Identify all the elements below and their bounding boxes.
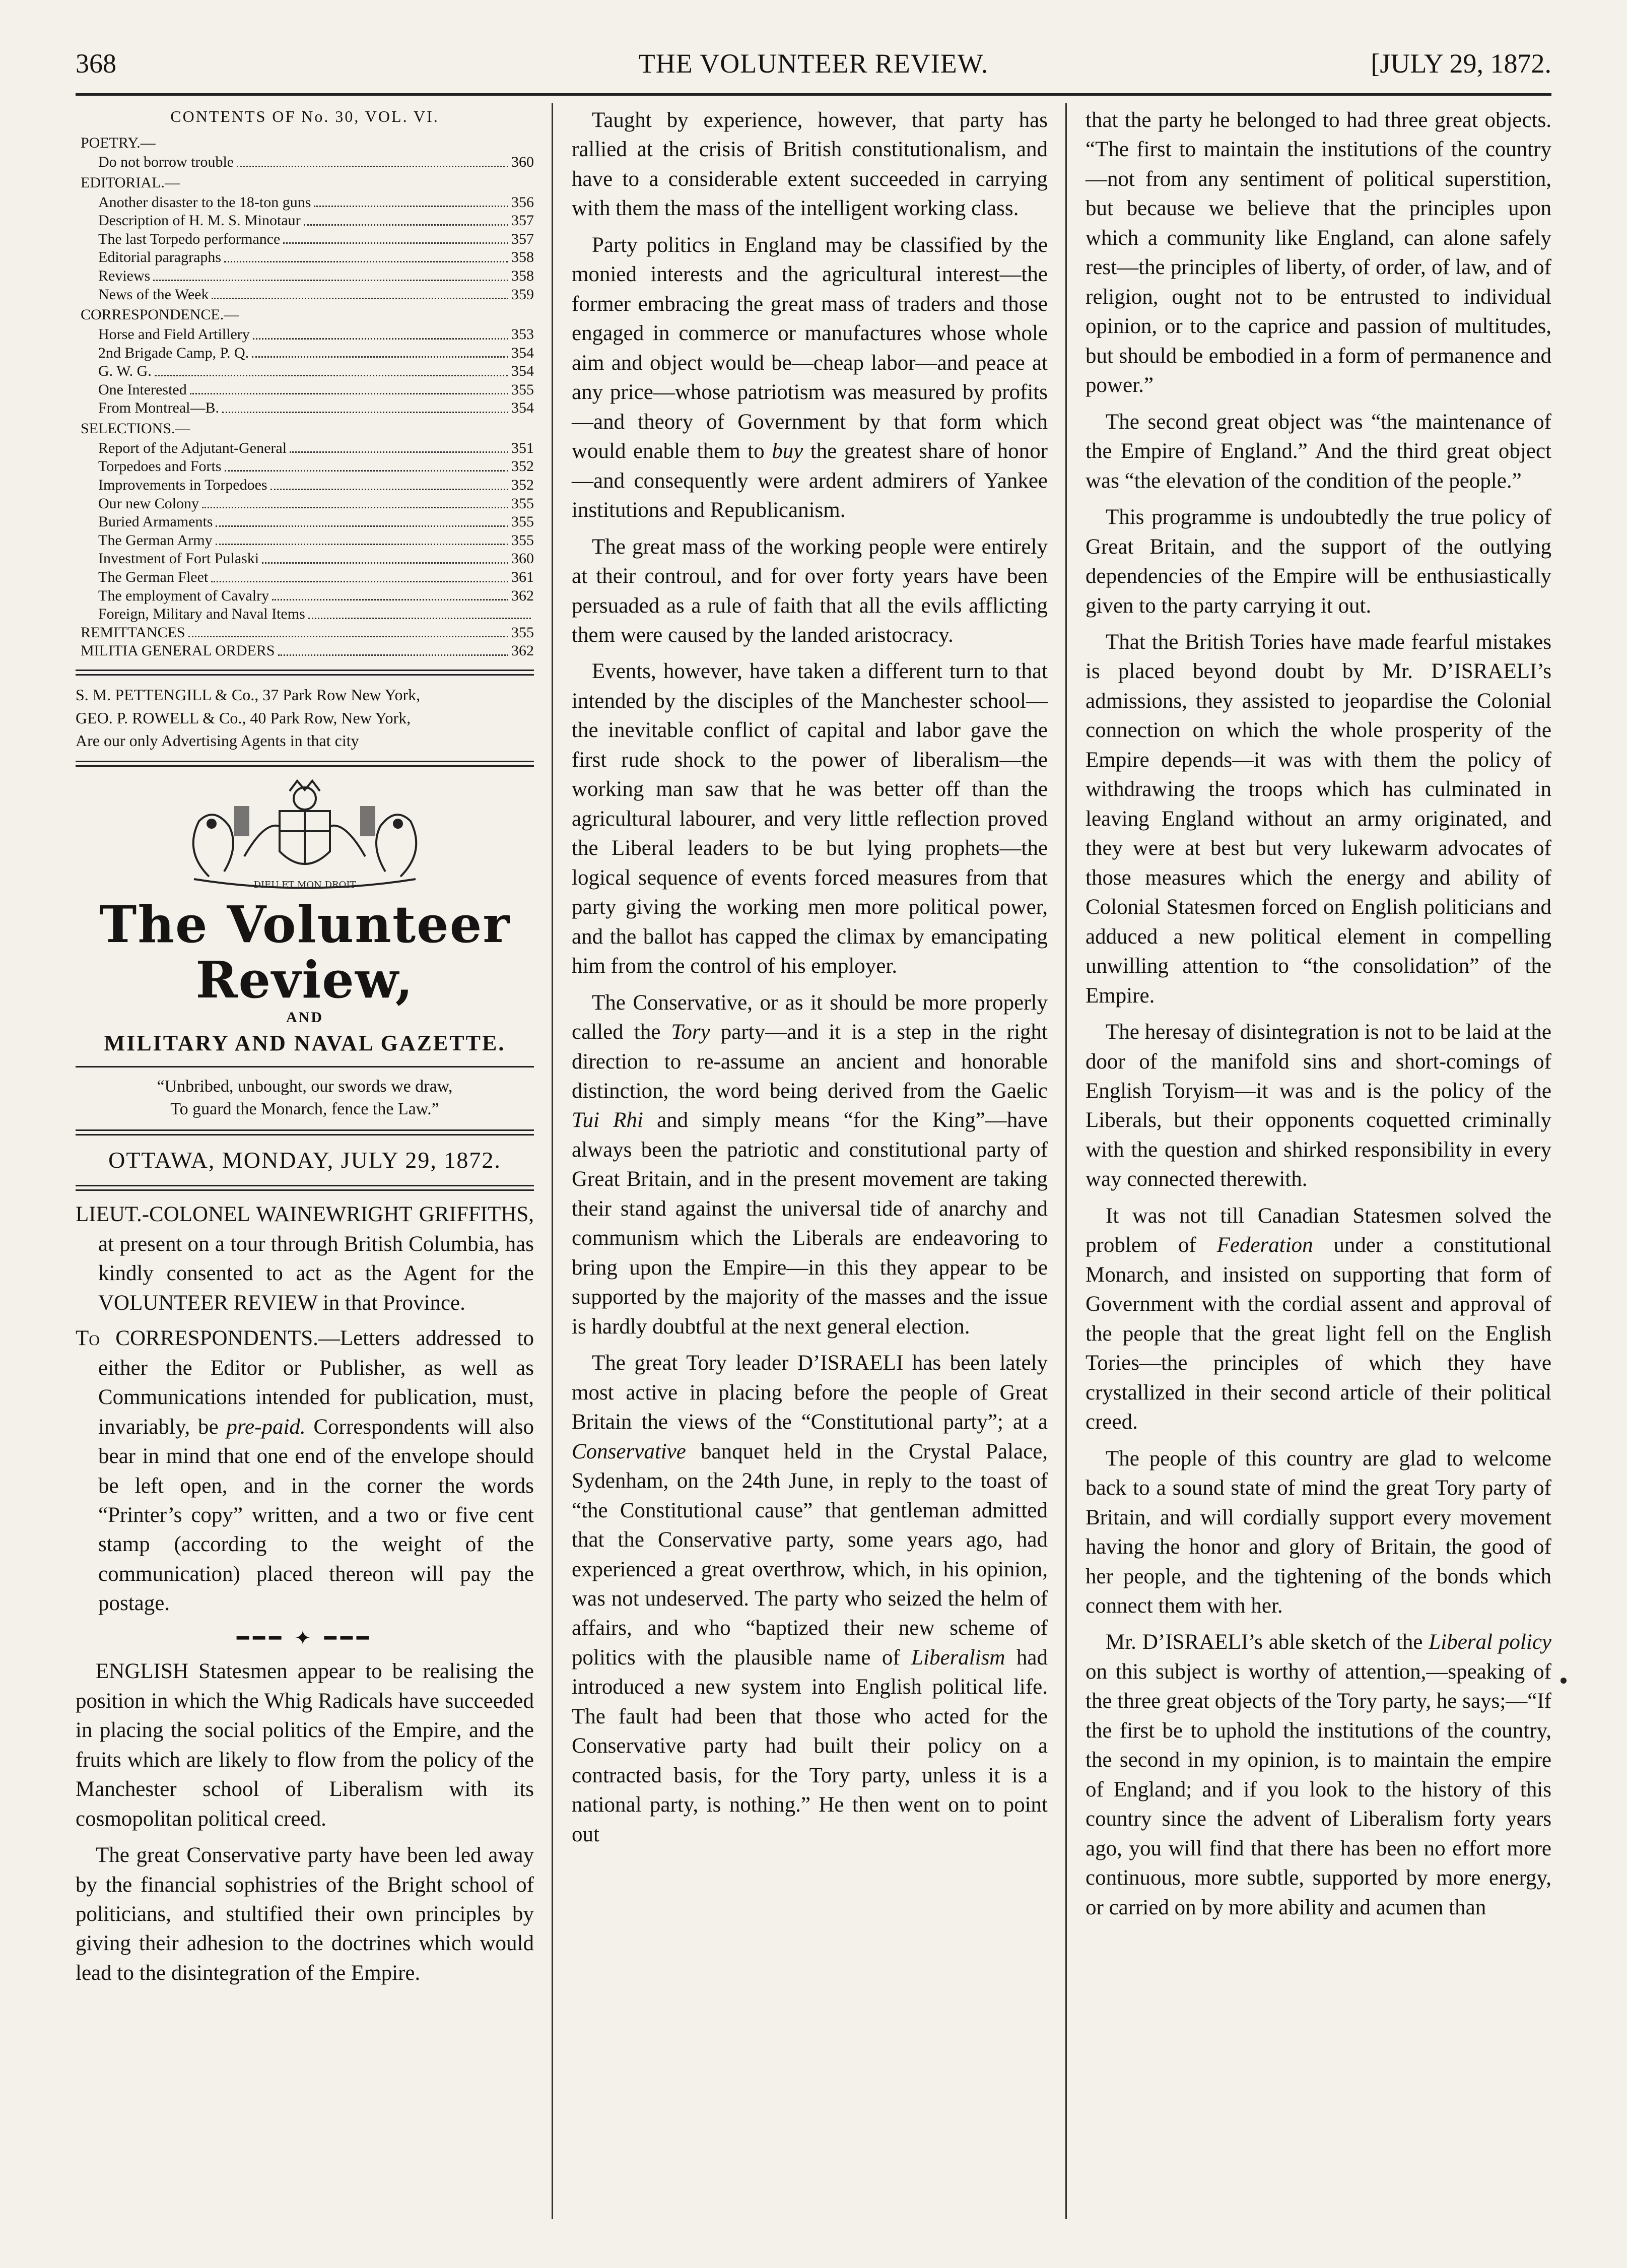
- leader-dots: [252, 344, 508, 358]
- paragraph-text: party—and it is a step in the right direction to re-assume an ancient and honorable distinction, the word being derived from the Gaelic: [572, 1020, 1048, 1103]
- contents-row: [76, 344, 534, 363]
- contents-row: [76, 286, 534, 304]
- contents-row: [76, 550, 534, 568]
- contents-row: [76, 439, 534, 458]
- paragraph-text: It was not till Canadian Statesmen solved the problem of: [1086, 1204, 1551, 1257]
- paragraph-text: ’s admissions, they assisted to jeopardise the Colonial connection on which the whole prosperity of the Empire depends—it was with them the policy of withdrawing the troops which has culminated in leaving England without an army originated, and they were at best but very lukewarm advocates of those measures which the energy and ability of Colonial Statesmen forced on English politicians and adduced a new political element in compelling unwilling attention to “the consolidation” of the Empire.: [1086, 659, 1551, 1008]
- contents-section: CORRESPONDENCE.—: [81, 306, 239, 323]
- article-paragraph: [1086, 628, 1551, 1011]
- article-paragraph: The great mass of the working people were entirely at their controul, and for over forty years have been persuaded as a rule of faith that all the evils afflicting them were caused by the landed aristocracy.: [572, 535, 1048, 647]
- contents-section: SELECTIONS.—: [81, 420, 190, 437]
- contents-item-title: Description of H. M. S. Minotaur: [98, 212, 301, 229]
- article-paragraph: [572, 231, 1048, 525]
- paragraph-text: banquet held in the Crystal Palace, Sydenham, on the 24th June, in reply to the toast of “the Constitutional cause” that gentleman admitted that the Conservative party, some years ago, had experienced a great overthrow, which, in his opinion, was not undeserved. The party who seized the helm of affairs, and who “baptized their new scheme of politics with the plausible name of: [572, 1439, 1048, 1670]
- contents-row: [76, 362, 534, 381]
- column-rule: [1065, 103, 1067, 2219]
- leader-dots: [225, 457, 508, 472]
- ornament-divider: ━━━ ✦ ━━━: [236, 1626, 373, 1649]
- contents-item-title: Foreign, Military and Naval Items: [98, 606, 305, 623]
- contents-item-title: The last Torpedo performance: [98, 230, 281, 247]
- contents-item-title: Investment of Fort Pulaski: [98, 550, 259, 567]
- dateline: OTTAWA, MONDAY, JULY 29, 1872.: [108, 1147, 501, 1173]
- contents-row: [76, 399, 534, 418]
- contents-item-page: 362: [511, 642, 534, 659]
- page-date: [JULY 29, 1872.: [1371, 48, 1551, 79]
- contents-row: [76, 513, 534, 531]
- article-lead: ENGLISH: [96, 1659, 188, 1684]
- notice-body: —Letters addressed to either the Editor or Publisher, as well as Communications intended for publication, must, invariably, be: [98, 1326, 534, 1439]
- contents-list: [76, 133, 534, 660]
- contents-section: POETRY.—: [81, 134, 156, 151]
- contents-item-title: MILITIA GENERAL ORDERS: [81, 642, 275, 659]
- column-3: [1086, 106, 1551, 1929]
- column-2: [572, 106, 1048, 1856]
- contents-row: [76, 457, 534, 476]
- contents-row: [76, 267, 534, 286]
- contents-row: [76, 642, 534, 660]
- paragraph-text: on this subject is worthy of attention,—speaking of the three great objects of the Tory party, he says;—“If the first be to uphold the institutions of the country, the second in my opinion, is to maintain the empire of England; and if you look to the history of this country since the advent of Liberalism forty years ago, you will find that there has been no effort more continuous, more subtle, supported by more energy, or carried on by more ability and acumen than: [1086, 1659, 1551, 1919]
- contents-item-title: Our new Colony: [98, 495, 199, 512]
- leader-dots: [216, 513, 508, 527]
- motto-line: “Unbribed, unbought, our swords we draw,: [157, 1077, 453, 1096]
- agent-line: Are our only Advertising Agents in that city: [76, 731, 359, 750]
- article-paragraph: [1086, 1628, 1551, 1922]
- contents-item-title: The employment of Cavalry: [98, 587, 269, 604]
- page-title: THE VOLUNTEER REVIEW.: [638, 48, 989, 79]
- leader-dots: [155, 362, 508, 376]
- leader-dots: [153, 267, 508, 281]
- leader-dots: [308, 605, 531, 619]
- leader-dots: [212, 286, 508, 300]
- contents-item-page: 354: [511, 399, 534, 417]
- contents-item-page: 355: [511, 495, 534, 512]
- masthead-and: AND: [286, 1009, 323, 1026]
- leader-dots: [278, 642, 508, 656]
- leader-dots: [272, 587, 508, 601]
- leader-dots: [190, 381, 508, 395]
- contents-item-title: The German Army: [98, 531, 213, 549]
- article-paragraph: [572, 988, 1048, 1342]
- paragraph-emphasis: buy: [772, 439, 803, 463]
- contents-item-page: 352: [511, 477, 534, 494]
- contents-item-title: One Interested: [98, 381, 187, 398]
- leader-dots: [222, 399, 508, 413]
- royal-arms-crest-icon: [164, 776, 446, 892]
- contents-item-title: Reviews: [98, 268, 151, 285]
- notice-lead: To CORRESPONDENTS.: [76, 1326, 318, 1351]
- agent-notice: [76, 1200, 534, 1318]
- paragraph-emphasis: Liberal policy: [1429, 1630, 1551, 1654]
- contents-row: [76, 230, 534, 249]
- leader-dots: [283, 230, 508, 244]
- paragraph-text: Statesmen appear to be realising the position in which the Whig Radicals have succeeded in placing the social politics of the Empire, and the fruits which are likely to flow from the policy of the Manchester school of Liberalism with its cosmopolitan political creed.: [76, 1659, 534, 1831]
- paragraph-text: under a constitutional Monarch, and insisted on supporting that form of Government with the cordial assent and approval of the people that the great light fell on the English Tories—the principles of which they have crystallized in their second article of their political creed.: [1086, 1233, 1551, 1434]
- contents-row: [76, 248, 534, 267]
- column-1: [76, 106, 534, 1995]
- contents-item-page: 358: [511, 268, 534, 285]
- article-paragraph: Events, however, have taken a different turn to that intended by the disciples of the Manchester school—the inevitable conflict of capital and labor gave the first rude shock to the power of liberalism—the working man saw that he was better off than the agricultural labourer, and very little reflection proved the Liberal leaders to be but lying prophets—the logical sequence of events forced measures from that party giving the working men more political power, and the ballot has capped the climax by emancipating him from the control of his employer.: [572, 659, 1048, 978]
- contents-item-page: 357: [511, 230, 534, 247]
- contents-item-title: 2nd Brigade Camp, P. Q.: [98, 344, 249, 361]
- contents-item-page: 359: [511, 286, 534, 303]
- paragraph-emphasis: Liberalism: [911, 1645, 1005, 1670]
- leader-dots: [237, 153, 508, 167]
- contents-item-title: The German Fleet: [98, 568, 209, 585]
- contents-item-title: Do not borrow trouble: [98, 154, 234, 171]
- contents-row: [76, 531, 534, 550]
- leader-dots: [290, 439, 508, 453]
- contents-item-page: 355: [511, 531, 534, 549]
- article-paragraph: The second great object was “the maintenance of the Empire of England.” And the third great object was “the elevation of the condition of the people.”: [1086, 410, 1551, 493]
- leader-dots: [270, 476, 508, 490]
- agent-line: GEO. P. ROWELL & Co., 40 Park Row, New York,: [76, 708, 411, 727]
- contents-item-title: REMITTANCES: [81, 624, 185, 641]
- contents-item-page: 356: [511, 193, 534, 211]
- divider: [76, 1129, 534, 1136]
- contents-item-page: 354: [511, 344, 534, 361]
- article-paragraph: [572, 1349, 1048, 1849]
- running-head: [76, 43, 1551, 88]
- article-paragraph: The great Conservative party have been led away by the financial sophistries of the Bright school of politicians, and stultified their own principles by giving their adhesion to the doctrines which would lead to the disintegration of the Empire.: [76, 1843, 534, 1985]
- page-number: 368: [76, 48, 116, 79]
- contents-item-page: 354: [511, 363, 534, 380]
- paragraph-text: The Conservative, or as it should be more properly called the: [572, 990, 1048, 1044]
- paragraph-smallcaps: ISRAELI: [820, 1351, 904, 1375]
- article-paragraph: This programme is undoubtedly the true policy of Great Britain, and the support of the outlying dependencies of the Empire will be enthusiastically given to the party carrying it out.: [1086, 505, 1551, 618]
- column-rule: [552, 103, 553, 2219]
- contents-row: [76, 605, 534, 624]
- divider: [76, 761, 534, 767]
- article-paragraph: The heresay of disintegration is not to be laid at the door of the manifold sins and short-comings of English Toryism—it was and is the policy of the Liberals, but their opponents coquetted criminally with the question and shirked responsibility in every way connected therewith.: [1086, 1020, 1551, 1191]
- contents-item-page: 353: [511, 326, 534, 343]
- divider: [76, 1185, 534, 1191]
- contents-item-page: 352: [511, 458, 534, 475]
- leader-dots: [304, 212, 508, 226]
- advertising-agents: [76, 685, 534, 752]
- paragraph-text: That the British Tories have made fearful mistakes is placed beyond doubt by Mr. D’: [1086, 630, 1551, 684]
- leader-dots: [314, 193, 508, 208]
- divider: [76, 670, 534, 676]
- contents-item-page: 355: [511, 513, 534, 530]
- crest-motto: DIEU ET MON DROIT: [253, 879, 356, 890]
- paragraph-text: Mr. D’: [1106, 1630, 1166, 1654]
- paragraph-text: has been lately most active in placing before the people of Great Britain the views of the “Constitutional party”; at a: [572, 1351, 1048, 1434]
- paragraph-emphasis: Federation: [1216, 1233, 1313, 1257]
- contents-item-page: 362: [511, 587, 534, 604]
- print-speck: [1561, 1678, 1567, 1684]
- paragraph-smallcaps: ISRAELI: [1165, 1630, 1249, 1654]
- article-paragraph: Taught by experience, however, that party has rallied at the crisis of British constitutionalism, and have to a considerable extent succeeded in carrying with them the mass of the intelligent working class.: [572, 108, 1048, 221]
- contents-item-title: Report of the Adjutant-General: [98, 439, 287, 456]
- motto: [76, 1076, 534, 1120]
- paragraph-text: Party politics in England may be classified by the monied interests and the agricultural interest—the former embracing the great mass of traders and those engaged in commerce or manufactures whose whole aim and object would be—cheap labor—and peace at any price—whose patriotism was measured by profits—and theory of Government by that form which would enable them to: [572, 233, 1048, 463]
- contents-title: CONTENTS OF No. 30, VOL. VI.: [170, 107, 439, 125]
- paragraph-text: had introduced a new system into English political life. The fault had been that those who acted for the Conservative party had built their policy on a contracted basis, for the Tory party, unless it is a national party, is nothing.” He then went on to point out: [572, 1645, 1048, 1846]
- masthead-subtitle: MILITARY AND NAVAL GAZETTE.: [104, 1030, 506, 1055]
- contents-row: [76, 212, 534, 230]
- contents-item-page: 361: [511, 568, 534, 585]
- article-paragraph: The people of this country are glad to welcome back to a sound state of mind the great Tory party of Britain, and will cordially support every movement having the honor and glory of Britain, the good of her people, and the tightening of the bonds which connect them with her.: [1086, 1446, 1551, 1618]
- paragraph-text: ’s able sketch of the: [1248, 1630, 1429, 1654]
- leader-dots: [224, 248, 508, 262]
- paragraph-emphasis: Tui Rhi: [572, 1108, 643, 1132]
- contents-row: [76, 153, 534, 172]
- contents-item-title: From Montreal—B.: [98, 399, 219, 417]
- contents-row: [76, 476, 534, 495]
- agent-line: S. M. PETTENGILL & Co., 37 Park Row New York,: [76, 685, 421, 704]
- contents-item-title: Horse and Field Artillery: [98, 326, 250, 343]
- contents-item-title: Buried Armaments: [98, 513, 213, 530]
- notice-lead: LIEUT.-COLONEL WAINEWRIGHT GRIFFITHS,: [76, 1203, 534, 1227]
- contents-item-title: Editorial paragraphs: [98, 249, 222, 266]
- paragraph-text: the greatest share of honor—and consequently were ardent admirers of Yankee institutions and Republicanism.: [572, 439, 1048, 522]
- paragraph-emphasis: Conservative: [572, 1439, 686, 1463]
- contents-row: [76, 624, 534, 642]
- masthead-title: The Volunteer Review,: [99, 894, 511, 1010]
- contents-item-title: Torpedoes and Forts: [98, 458, 222, 475]
- contents-row: [76, 568, 534, 587]
- contents-item-title: Improvements in Torpedoes: [98, 477, 267, 494]
- contents-row: [76, 325, 534, 344]
- contents-section: EDITORIAL.—: [81, 174, 180, 191]
- correspondents-notice: [76, 1324, 534, 1619]
- contents-row: [76, 587, 534, 606]
- leader-dots: [211, 568, 508, 582]
- newspaper-page: [76, 43, 1551, 2229]
- paragraph-text: and simply means “for the King”—have always been the patriotic and constitutional party of Great Britain, and in the present movement are taking their stand against the universal tide of anarchy and communism which the Liberals are endeavoring to bring upon the Empire—in this they appear to be supported by the majority of the masses and the issue is hardly doubtful at the next general election.: [572, 1108, 1048, 1339]
- header-rule: [76, 93, 1551, 96]
- article-paragraph: [1086, 1202, 1551, 1437]
- paragraph-text: The great Tory leader D’: [592, 1351, 821, 1375]
- notice-body: at present on a tour through British Columbia, has kindly consented to act as the Agent for the VOLUNTEER REVIEW in that Province.: [98, 1232, 534, 1315]
- contents-row: [76, 495, 534, 513]
- leader-dots: [253, 325, 508, 340]
- contents-item-page: 358: [511, 249, 534, 266]
- divider: [76, 1066, 534, 1068]
- contents-item-title: News of the Week: [98, 286, 209, 303]
- contents-row: [76, 381, 534, 399]
- paragraph-emphasis: Tory: [671, 1020, 710, 1044]
- notice-body: Correspondents will also bear in mind that one end of the envelope should be left open, and in the corner the words “Printer’s copy” written, and a two or five cent stamp (according to the weight of the communication) placed thereon will pay the postage.: [98, 1415, 534, 1616]
- contents-item-page: 360: [511, 154, 534, 171]
- leader-dots: [216, 531, 508, 546]
- leader-dots: [202, 495, 508, 509]
- leader-dots: [262, 550, 508, 564]
- contents-row: [76, 193, 534, 212]
- notice-emphasis: pre-paid.: [226, 1415, 306, 1439]
- contents-item-page: 355: [511, 381, 534, 398]
- article-paragraph: [76, 1657, 534, 1834]
- article-paragraph: that the party he belonged to had three great objects. “The first to maintain the institutions of the country—not from any sentiment of political superstition, but because we believe that the principles upon which a community like England, can alone safely rest—the principles of liberty, of order, of law, and of religion, ought not to be entrusted to individual opinion, or to the caprice and passion of multitudes, but should be embodied in a form of permanence and power.”: [1086, 108, 1551, 397]
- contents-item-title: Another disaster to the 18-ton guns: [98, 193, 311, 211]
- contents-item-page: 360: [511, 550, 534, 567]
- contents-item-title: G. W. G.: [98, 363, 152, 380]
- contents-item-page: 355: [511, 624, 534, 641]
- contents-item-page: 357: [511, 212, 534, 229]
- paragraph-smallcaps: ISRAELI: [1454, 659, 1537, 684]
- leader-dots: [188, 624, 508, 638]
- contents-item-page: 351: [511, 439, 534, 456]
- motto-line: To guard the Monarch, fence the Law.”: [170, 1099, 439, 1118]
